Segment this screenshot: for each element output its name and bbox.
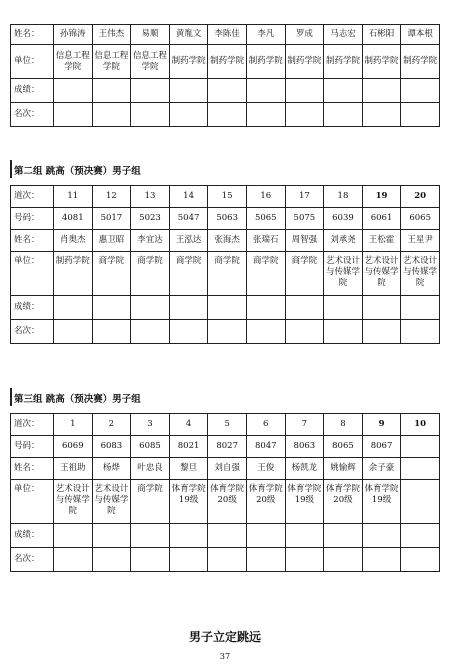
group1-table: [10, 24, 440, 127]
rank-cell[interactable]: [54, 548, 93, 572]
athlete-name: 王松霍: [362, 230, 401, 252]
score-cell[interactable]: [208, 79, 247, 103]
lane-number: 4: [169, 414, 208, 436]
rank-cell[interactable]: [362, 320, 401, 344]
lane-number: 16: [246, 186, 285, 208]
score-cell[interactable]: [92, 79, 131, 103]
score-cell[interactable]: [401, 296, 440, 320]
row-label: 单位：: [11, 45, 54, 79]
athlete-unit: 艺术设计与传媒学院: [92, 480, 131, 524]
rank-cell[interactable]: [401, 548, 440, 572]
athlete-unit: 体育学院20级: [208, 480, 247, 524]
bib-number: 5063: [208, 208, 247, 230]
lane-number: 2: [92, 414, 131, 436]
row-label: 道次：: [11, 414, 54, 436]
athlete-name: 李宜达: [131, 230, 170, 252]
lane-number: 10: [401, 414, 440, 436]
rank-cell[interactable]: [285, 548, 324, 572]
row-label: 名次：: [11, 548, 54, 572]
bib-number: 5047: [169, 208, 208, 230]
bib-number: 6061: [362, 208, 401, 230]
section-bar: [10, 388, 12, 406]
athlete-name: 王俊: [246, 458, 285, 480]
score-cell[interactable]: [324, 79, 363, 103]
athlete-name: 杨凯龙: [285, 458, 324, 480]
athlete-unit: 体育学院20级: [324, 480, 363, 524]
lane-number: 19: [362, 186, 401, 208]
athlete-unit: [401, 480, 440, 524]
rank-row: [11, 320, 440, 344]
athlete-name: 李陈佳: [208, 25, 247, 45]
rank-cell[interactable]: [324, 103, 363, 127]
score-cell[interactable]: [92, 296, 131, 320]
lane-number: 13: [131, 186, 170, 208]
score-cell[interactable]: [285, 79, 324, 103]
athlete-name: 孙锦涛: [54, 25, 93, 45]
next-event-heading: 男子立定跳远: [188, 630, 261, 644]
lane-number: 1: [54, 414, 93, 436]
bib-number: 6065: [401, 208, 440, 230]
rank-cell[interactable]: [362, 548, 401, 572]
athlete-unit: 体育学院19级: [169, 480, 208, 524]
athlete-name: 马志宏: [324, 25, 363, 45]
athlete-unit: 体育学院19级: [362, 480, 401, 524]
bib-number: 5075: [285, 208, 324, 230]
lane-number: 6: [246, 414, 285, 436]
athlete-unit: 艺术设计与传媒学院: [362, 252, 401, 296]
rank-cell[interactable]: [208, 103, 247, 127]
score-cell[interactable]: [324, 524, 363, 548]
rank-cell[interactable]: [54, 103, 93, 127]
athlete-name: 姚愉辉: [324, 458, 363, 480]
rank-cell[interactable]: [401, 103, 440, 127]
name-row: [11, 230, 440, 252]
score-cell[interactable]: [92, 524, 131, 548]
athlete-unit: 艺术设计与传媒学院: [54, 480, 93, 524]
score-cell[interactable]: [169, 296, 208, 320]
athlete-name: 周智强: [285, 230, 324, 252]
rank-cell[interactable]: [324, 320, 363, 344]
athlete-name: 张瑞石: [246, 230, 285, 252]
rank-cell[interactable]: [169, 103, 208, 127]
lane-number: 8: [324, 414, 363, 436]
rank-cell[interactable]: [92, 548, 131, 572]
score-cell[interactable]: [285, 524, 324, 548]
row-label: 姓名：: [11, 230, 54, 252]
lane-number: 9: [362, 414, 401, 436]
rank-cell[interactable]: [131, 103, 170, 127]
rank-cell[interactable]: [169, 548, 208, 572]
score-cell[interactable]: [324, 296, 363, 320]
athlete-name: 王伟杰: [92, 25, 131, 45]
unit-row: [11, 252, 440, 296]
athlete-name: 刘承尧: [324, 230, 363, 252]
number-row: [11, 208, 440, 230]
rank-cell[interactable]: [246, 103, 285, 127]
athlete-unit: 制药学院: [169, 45, 208, 79]
athlete-name: 易顺: [131, 25, 170, 45]
row-label: 单位：: [11, 480, 54, 524]
rank-cell[interactable]: [401, 320, 440, 344]
rank-cell[interactable]: [324, 548, 363, 572]
bib-number: 5065: [246, 208, 285, 230]
lane-number: 7: [285, 414, 324, 436]
athlete-name: 王星尹: [401, 230, 440, 252]
score-cell[interactable]: [362, 79, 401, 103]
score-cell[interactable]: [54, 296, 93, 320]
rank-cell[interactable]: [131, 548, 170, 572]
rank-cell[interactable]: [92, 103, 131, 127]
athlete-unit: 艺术设计与传媒学院: [401, 252, 440, 296]
athlete-unit: 信息工程学院: [92, 45, 131, 79]
row-label: 成绩：: [11, 524, 54, 548]
row-label: 道次：: [11, 186, 54, 208]
lane-number: 18: [324, 186, 363, 208]
row-label: 姓名：: [11, 458, 54, 480]
row-label: 号码：: [11, 208, 54, 230]
score-cell[interactable]: [285, 296, 324, 320]
score-cell[interactable]: [208, 296, 247, 320]
row-label: 名次：: [11, 103, 54, 127]
athlete-unit: 制药学院: [324, 45, 363, 79]
group2-table: [10, 185, 440, 344]
athlete-name: 罗成: [285, 25, 324, 45]
athlete-unit: 信息工程学院: [131, 45, 170, 79]
lane-number: 20: [401, 186, 440, 208]
score-cell[interactable]: [401, 79, 440, 103]
athlete-unit: 体育学院20级: [246, 480, 285, 524]
athlete-unit: 商学院: [208, 252, 247, 296]
group3-title: 第三组 跳高（预决赛）男子组: [14, 394, 141, 405]
score-row: [11, 296, 440, 320]
lane-number: 11: [54, 186, 93, 208]
athlete-name: 肖奥杰: [54, 230, 93, 252]
page-number: 37: [219, 652, 231, 661]
athlete-unit: 信息工程学院: [54, 45, 93, 79]
rank-cell[interactable]: [285, 103, 324, 127]
group3-table: [10, 413, 440, 572]
bib-number: 6085: [131, 436, 170, 458]
athlete-unit: 商学院: [169, 252, 208, 296]
name-row: [11, 458, 440, 480]
lane-number: 5: [208, 414, 247, 436]
bib-number: 6083: [92, 436, 131, 458]
rank-row: [11, 103, 440, 127]
athlete-name: 杨烨: [92, 458, 131, 480]
score-cell[interactable]: [401, 524, 440, 548]
rank-cell[interactable]: [208, 548, 247, 572]
lane-number: 12: [92, 186, 131, 208]
rank-cell[interactable]: [285, 320, 324, 344]
number-row: [11, 436, 440, 458]
rank-cell[interactable]: [92, 320, 131, 344]
lane-row: [11, 186, 440, 208]
bib-number: 8021: [169, 436, 208, 458]
athlete-name: [401, 458, 440, 480]
athlete-unit: 制药学院: [208, 45, 247, 79]
athlete-name: 黄胤文: [169, 25, 208, 45]
score-cell[interactable]: [208, 524, 247, 548]
score-row: [11, 524, 440, 548]
athlete-unit: 体育学院19级: [285, 480, 324, 524]
athlete-unit: 制药学院: [246, 45, 285, 79]
bib-number: 8065: [324, 436, 363, 458]
athlete-unit: 艺术设计与传媒学院: [324, 252, 363, 296]
athlete-name: 李凡: [246, 25, 285, 45]
bib-number: 8067: [362, 436, 401, 458]
score-cell[interactable]: [131, 296, 170, 320]
section-bar: [10, 160, 12, 178]
athlete-name: 惠卫昭: [92, 230, 131, 252]
athlete-unit: 制药学院: [285, 45, 324, 79]
score-cell[interactable]: [362, 296, 401, 320]
rank-cell[interactable]: [362, 103, 401, 127]
athlete-unit: 商学院: [246, 252, 285, 296]
score-cell[interactable]: [169, 524, 208, 548]
bib-number: 5023: [131, 208, 170, 230]
athlete-name: 张海杰: [208, 230, 247, 252]
row-label: 成绩：: [11, 296, 54, 320]
score-cell[interactable]: [54, 79, 93, 103]
bib-number: 8047: [246, 436, 285, 458]
athlete-unit: 制药学院: [401, 45, 440, 79]
lane-number: 17: [285, 186, 324, 208]
lane-number: 3: [131, 414, 170, 436]
score-cell[interactable]: [54, 524, 93, 548]
athlete-unit: 商学院: [92, 252, 131, 296]
row-label: 名次：: [11, 320, 54, 344]
lane-number: 14: [169, 186, 208, 208]
score-cell[interactable]: [246, 79, 285, 103]
bib-number: 4081: [54, 208, 93, 230]
score-cell[interactable]: [131, 79, 170, 103]
rank-row: [11, 548, 440, 572]
bib-number: 6039: [324, 208, 363, 230]
score-cell[interactable]: [131, 524, 170, 548]
score-row: [11, 79, 440, 103]
score-cell[interactable]: [246, 524, 285, 548]
rank-cell[interactable]: [169, 320, 208, 344]
unit-row: [11, 45, 440, 79]
bib-number: 8027: [208, 436, 247, 458]
athlete-name: 叶忠良: [131, 458, 170, 480]
rank-cell[interactable]: [246, 548, 285, 572]
name-row: [11, 25, 440, 45]
bib-number: 8063: [285, 436, 324, 458]
bib-number: [401, 436, 440, 458]
rank-cell[interactable]: [131, 320, 170, 344]
unit-row: [11, 480, 440, 524]
lane-number: 15: [208, 186, 247, 208]
row-label: 号码：: [11, 436, 54, 458]
athlete-unit: 制药学院: [54, 252, 93, 296]
lane-row: [11, 414, 440, 436]
athlete-name: 王祖助: [54, 458, 93, 480]
rank-cell[interactable]: [54, 320, 93, 344]
athlete-name: 余子豪: [362, 458, 401, 480]
athlete-unit: 商学院: [131, 252, 170, 296]
row-label: 单位：: [11, 252, 54, 296]
group2-title: 第二组 跳高（预决赛）男子组: [14, 166, 141, 177]
score-cell[interactable]: [169, 79, 208, 103]
rank-cell[interactable]: [246, 320, 285, 344]
athlete-name: 黎旦: [169, 458, 208, 480]
bib-number: 6069: [54, 436, 93, 458]
athlete-unit: 商学院: [131, 480, 170, 524]
score-cell[interactable]: [246, 296, 285, 320]
bib-number: 5017: [92, 208, 131, 230]
athlete-name: 刘自强: [208, 458, 247, 480]
athlete-unit: 商学院: [285, 252, 324, 296]
row-label: 成绩：: [11, 79, 54, 103]
athlete-name: 谭本根: [401, 25, 440, 45]
athlete-unit: 制药学院: [362, 45, 401, 79]
row-label: 姓名：: [11, 25, 54, 45]
rank-cell[interactable]: [208, 320, 247, 344]
athlete-name: 石彬阳: [362, 25, 401, 45]
score-cell[interactable]: [362, 524, 401, 548]
athlete-name: 王泓达: [169, 230, 208, 252]
